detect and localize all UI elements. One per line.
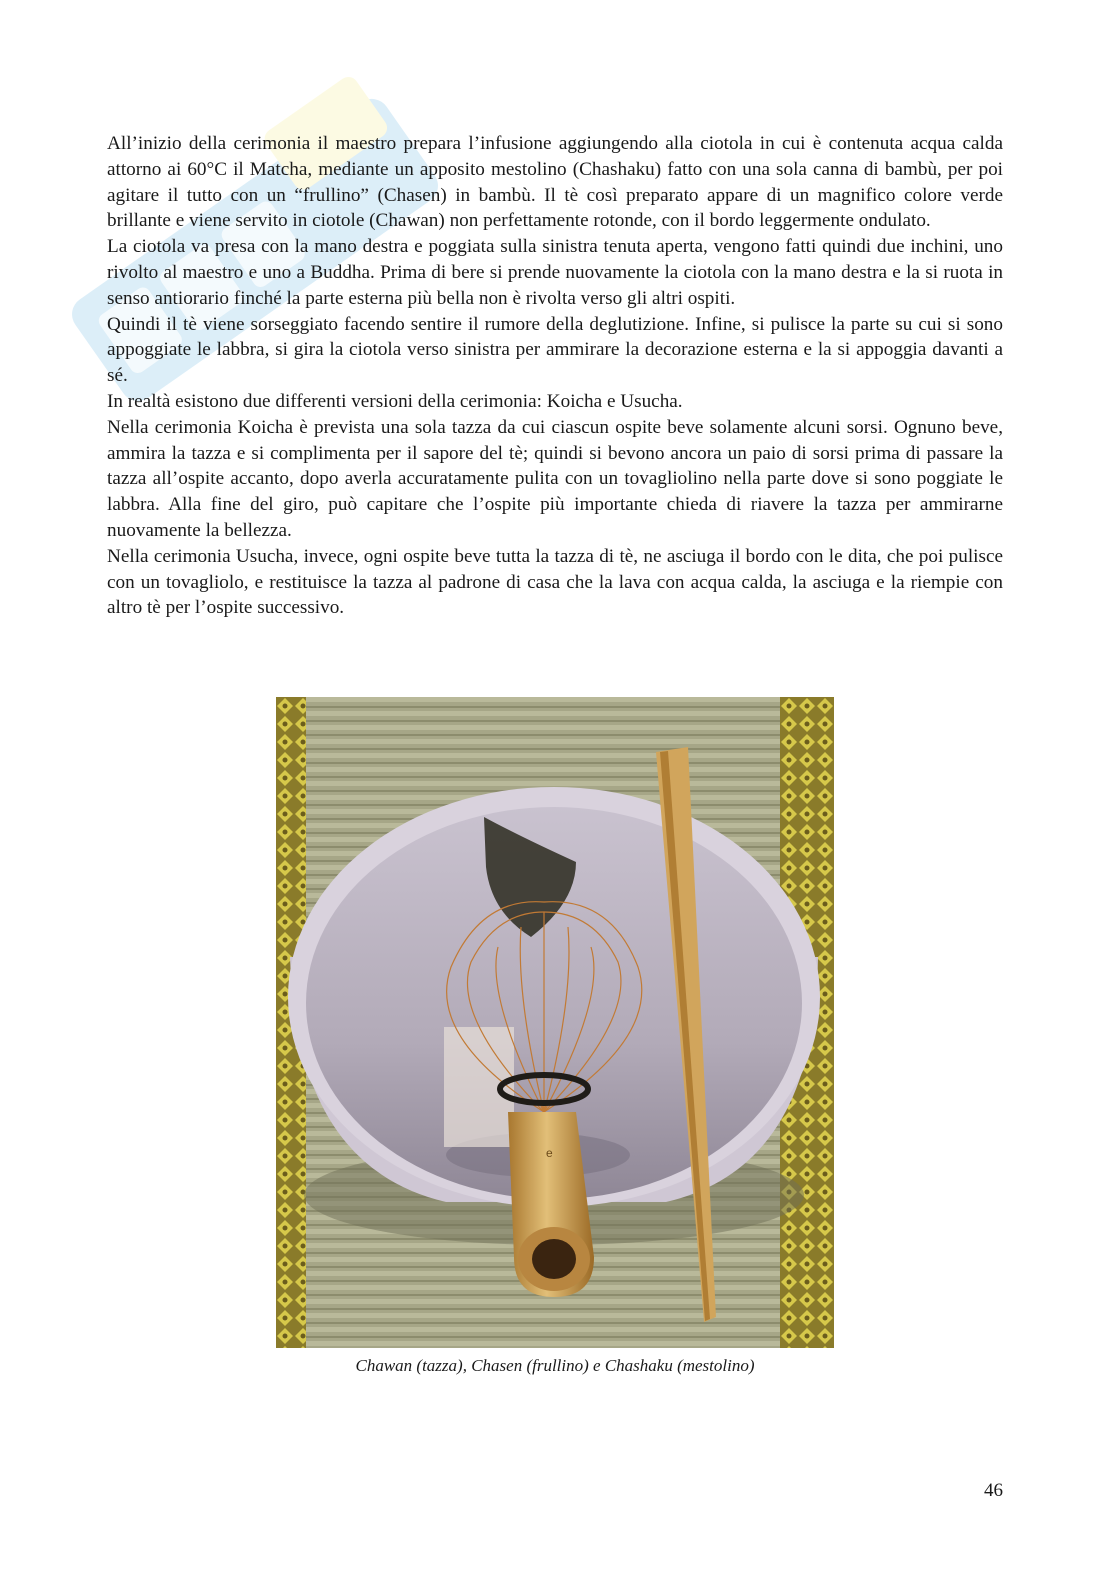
figure-caption: Chawan (tazza), Chasen (frullino) e Chashaku (mestolino) [355,1356,755,1375]
paragraph: All’inizio della cerimonia il maestro prepara l’infusione aggiungendo alla ciotola in cui è contenuta acqua calda attorno ai 60°C il Matcha, mediante un apposito mestolino (Chashaku) fatto con una sola canna di bambù, per poi agitare il tutto con un “frullino” (Chasen) in bambù. Il tè così preparato appare di un magnifico colore verde brillante e viene servito in ciotole (Chawan) non perfettamente rotonde, con il bordo leggermente ondulato. [107,133,1003,232]
paragraph: Nella cerimonia Usucha, invece, ogni ospite beve tutta la tazza di tè, ne asciuga il bordo con le dita, che poi pulisce con un tovagliolo, e restituisce la tazza al padrone di casa che la lava con acqua calda, la asciuga e la riempie con altro tè per l’ospite successivo. [107,545,1003,619]
whisk-mark-text: e [546,1146,553,1160]
paragraph: Quindi il tè viene sorseggiato facendo sentire il rumore della deglutizione. Infine, si pulisce la parte su cui si sono appoggiate le labbra, si gira la ciotola verso sinistra per ammirare la decorazione esterna e la si appoggia davanti a sé. [107,313,1003,387]
tea-ceremony-photo [276,697,834,1348]
paragraph: In realtà esistono due differenti versioni della cerimonia: Koicha e Usucha. [107,390,683,412]
paragraph: La ciotola va presa con la mano destra e poggiata sulla sinistra tenuta aperta, vengono fatti quindi due inchini, uno rivolto al maestro e uno a Buddha. Prima di bere si prende nuovamente la ciotola con la mano destra e la si ruota in senso antiorario finché la parte esterna più bella non è rivolta verso gli altri ospiti. [107,236,1003,309]
paragraph: Nella cerimonia Koicha è prevista una sola tazza da cui ciascun ospite beve solamente alcuni sorsi. Ognuno beve, ammira la tazza e si complimenta per il sapore del tè; quindi si bevono ancora un paio di sorsi prima di passare la tazza all’ospite accanto, dopo averla accuratamente pulita con un tovagliolino nella parte dove si sono poggiate le labbra. Alla fine del giro, può capitare che l’ospite più importante chieda di riavere la tazza per ammirarne nuovamente la bellezza. [107,416,1003,541]
body-text [107,131,1003,621]
page-number: 46 [984,1480,1003,1501]
